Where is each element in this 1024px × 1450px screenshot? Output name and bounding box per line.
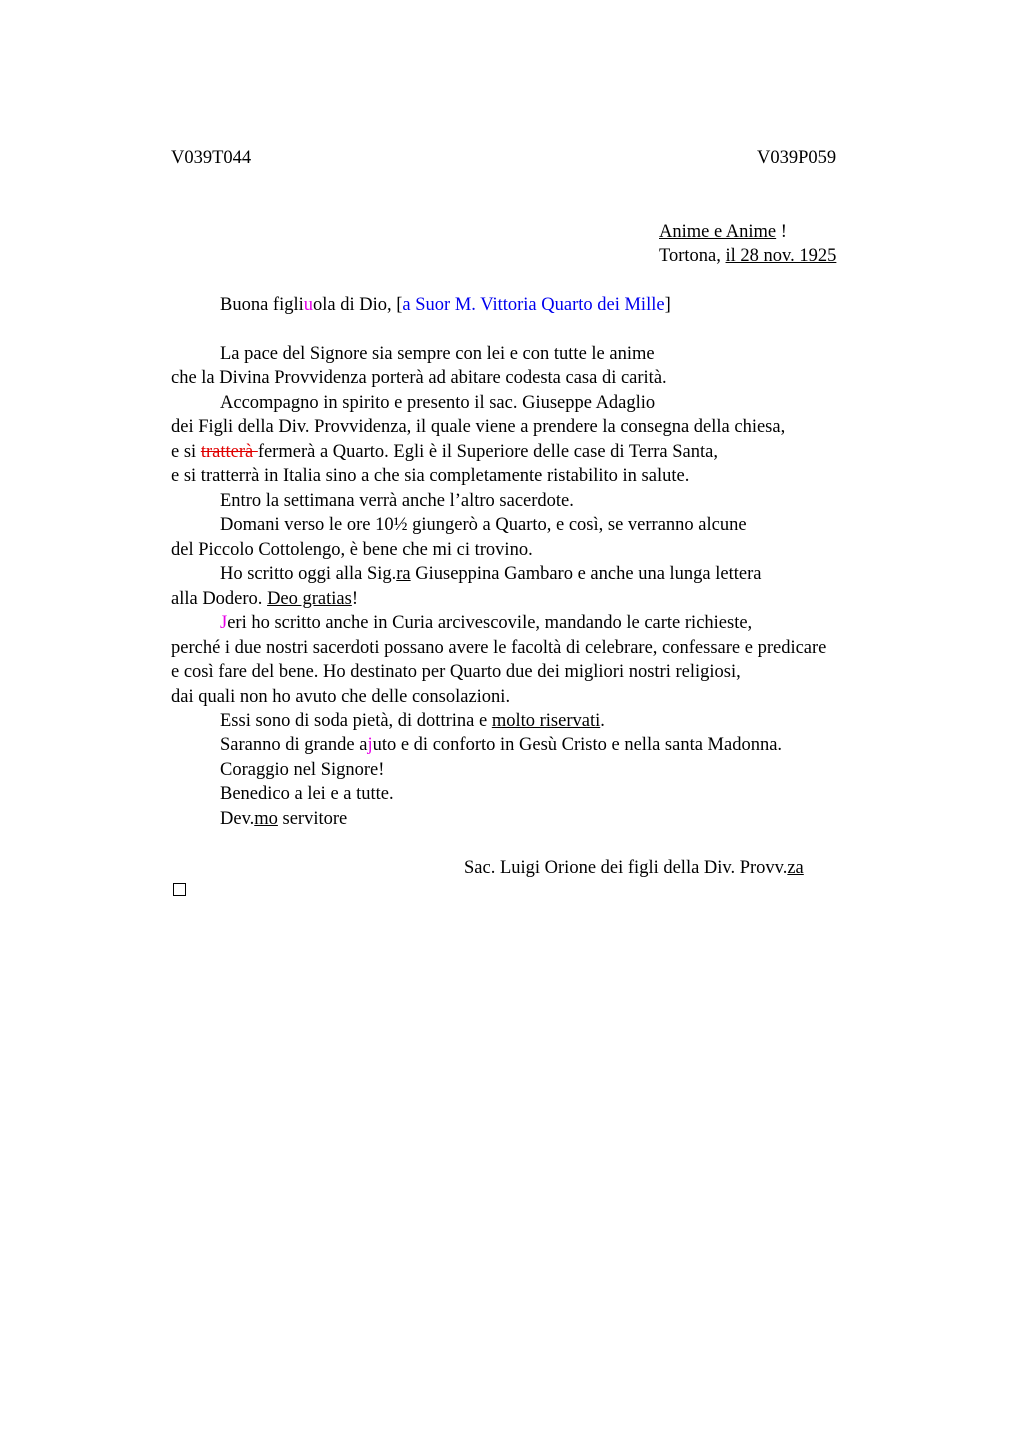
body-line-18: Coraggio nel Signore! bbox=[220, 760, 385, 780]
corrected-letter-J: J bbox=[220, 613, 228, 633]
body-line-6: e si tratterrà in Italia sino a che sia completamente ristabilito in salute. bbox=[171, 466, 690, 486]
body-line-17-end: uto e di conforto in Gesù Cristo e nella santa Madonna. bbox=[372, 735, 783, 755]
molto-riservati: molto riservati bbox=[491, 711, 601, 731]
body-line-1: La pace del Signore sia sempre con lei e con tutte le anime bbox=[220, 344, 655, 364]
signature-text: Sac. Luigi Orione dei figli della Div. Provv. bbox=[464, 858, 788, 878]
body-line-16-start: Essi sono di soda pietà, di dottrina e bbox=[220, 711, 492, 731]
motto-line bbox=[659, 221, 787, 243]
body-line-7: Entro la settimana verrà anche l’altro sacerdote. bbox=[220, 491, 574, 511]
deleted-word: tratterà bbox=[200, 442, 258, 462]
body-line-10 bbox=[220, 563, 761, 585]
document-code-right: V039P059 bbox=[757, 148, 837, 168]
checkbox-square-icon bbox=[173, 883, 186, 896]
body-line-12 bbox=[220, 612, 752, 634]
body-line-11 bbox=[171, 588, 358, 610]
body-line-10-end: Giuseppina Gambaro e anche una lunga lettera bbox=[410, 564, 762, 584]
corrected-letter-j: j bbox=[367, 735, 373, 755]
abbreviation-ra: ra bbox=[396, 564, 411, 584]
salutation-inserted-letter: u bbox=[303, 295, 314, 315]
abbreviation-mo: mo bbox=[254, 809, 278, 829]
body-line-5 bbox=[171, 441, 718, 463]
body-line-3: Accompagno in spirito e presento il sac. Giuseppe Adaglio bbox=[220, 393, 656, 413]
body-line-5-end: fermerà a Quarto. Egli è il Superiore delle case di Terra Santa, bbox=[257, 442, 718, 462]
body-line-17 bbox=[220, 734, 782, 756]
signature bbox=[464, 857, 804, 879]
date: il 28 nov. 1925 bbox=[725, 246, 837, 266]
body-line-16-end: . bbox=[600, 711, 605, 731]
body-line-20 bbox=[220, 808, 347, 830]
body-line-4: dei Figli della Div. Provvidenza, il quale viene a prendere la consegna della chiesa, bbox=[171, 417, 786, 437]
body-line-5-start: e si bbox=[171, 442, 201, 462]
body-line-2: che la Divina Provvidenza porterà ad abitare codesta casa di carità. bbox=[171, 368, 667, 388]
signature-abbreviation: za bbox=[787, 858, 804, 878]
salutation-part1: Buona figli bbox=[220, 295, 304, 315]
motto-punct: ! bbox=[776, 222, 787, 242]
body-line-17-start: Saranno di grande a bbox=[220, 735, 368, 755]
salutation-close: ] bbox=[664, 295, 671, 315]
body-line-13: perché i due nostri sacerdoti possano avere le facoltà di celebrare, confessare e predicare bbox=[171, 638, 827, 658]
body-line-14: e così fare del bene. Ho destinato per Quarto due dei migliori nostri religiosi, bbox=[171, 662, 741, 682]
deo-gratias: Deo gratias bbox=[267, 589, 352, 609]
document-code-left: V039T044 bbox=[171, 148, 252, 168]
body-line-11-start: alla Dodero. bbox=[171, 589, 268, 609]
body-line-20-end: servitore bbox=[277, 809, 348, 829]
body-line-19: Benedico a lei e a tutte. bbox=[220, 784, 394, 804]
body-line-12-end: eri ho scritto anche in Curia arcivescovile, mandando le carte richieste, bbox=[227, 613, 753, 633]
body-line-9: del Piccolo Cottolengo, è bene che mi ci trovino. bbox=[171, 540, 533, 560]
body-line-16 bbox=[220, 710, 605, 732]
body-line-20-start: Dev. bbox=[220, 809, 255, 829]
body-line-15: dai quali non ho avuto che delle consolazioni. bbox=[171, 687, 511, 707]
salutation bbox=[220, 294, 671, 316]
place: Tortona, bbox=[659, 246, 726, 266]
place-date-line bbox=[659, 245, 836, 267]
body-line-11-end: ! bbox=[351, 589, 358, 609]
body-line-10-start: Ho scritto oggi alla Sig. bbox=[220, 564, 397, 584]
body-line-8: Domani verso le ore 10½ giungerò a Quarto, e così, se verranno alcune bbox=[220, 515, 747, 535]
recipient-note: a Suor M. Vittoria Quarto dei Mille bbox=[402, 295, 665, 315]
salutation-part2: ola di Dio, [ bbox=[313, 295, 403, 315]
motto: Anime e Anime bbox=[659, 222, 777, 242]
